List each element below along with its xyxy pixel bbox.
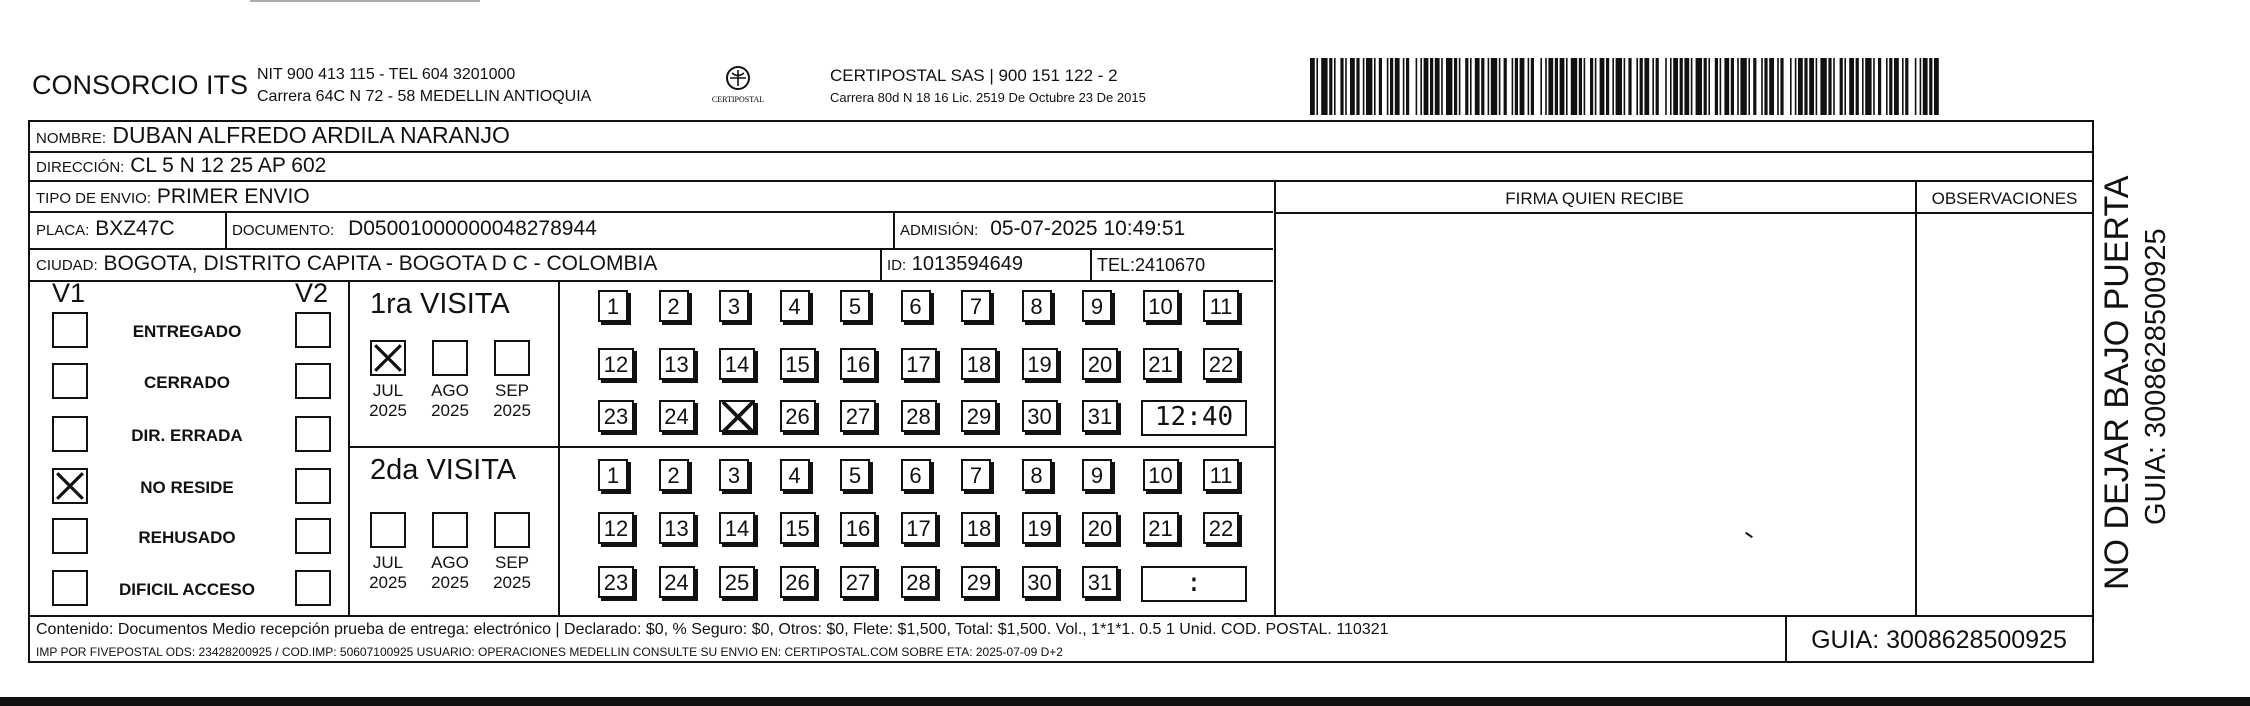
stray-mark xyxy=(1745,532,1753,538)
barcode-bar xyxy=(1691,58,1693,115)
direccion-row xyxy=(36,155,326,176)
day-box[interactable]: 23 xyxy=(598,400,634,432)
month-label: SEP xyxy=(494,381,530,400)
barcode-bar xyxy=(1920,58,1922,115)
day-box[interactable]: 2 xyxy=(659,459,689,491)
day-box[interactable]: 15 xyxy=(780,348,816,380)
footer-imp: IMP POR FIVEPOSTAL ODS: 23428200925 / COD.IMP: 50607100925 USUARIO: OPERACIONES MEDELLIN CONSULTE SU ENVIO EN: CERTIPOSTAL.COM SOBRE ETA: 2025-07-09 D+2 xyxy=(36,645,1063,659)
placa-value: BXZ47C xyxy=(95,217,175,240)
barcode-bar xyxy=(1889,58,1892,115)
id-label: ID: xyxy=(887,257,907,274)
day-box[interactable]: 30 xyxy=(1022,566,1058,598)
month-label: SEP xyxy=(494,553,530,572)
year-label: 2025 xyxy=(369,401,407,420)
checked-x-icon xyxy=(719,398,757,444)
day-box[interactable]: 11 xyxy=(1203,459,1239,491)
day-box[interactable]: 22 xyxy=(1203,512,1239,544)
barcode-bar xyxy=(1531,58,1534,115)
barcode-bar xyxy=(1528,58,1530,115)
day-box[interactable]: 26 xyxy=(780,400,816,432)
barcode-bar xyxy=(1856,58,1859,115)
month-checkbox[interactable] xyxy=(494,512,530,548)
side-warning: NO DEJAR BAJO PUERTA xyxy=(2098,175,2136,590)
barcode-bar xyxy=(1595,58,1597,115)
barcode-bar xyxy=(1600,58,1605,115)
barcode-bar xyxy=(1366,58,1372,115)
tipo-label: TIPO DE ENVIO: xyxy=(36,190,152,207)
barcode-bar xyxy=(1844,58,1846,115)
barcode-bar xyxy=(1673,58,1678,115)
barcode-bar xyxy=(1420,58,1422,115)
day-box[interactable]: 27 xyxy=(840,566,876,598)
day-box[interactable]: 25 xyxy=(719,566,755,598)
status-label: DIR. ERRADA xyxy=(131,426,243,445)
day-box[interactable]: 5 xyxy=(840,290,870,322)
footer-guia: GUIA: 3008628500925 xyxy=(1811,626,2067,654)
barcode-bar xyxy=(1777,58,1779,115)
day-box[interactable]: 6 xyxy=(901,459,931,491)
barcode-bar xyxy=(1403,58,1405,115)
tel-value: 2410670 xyxy=(1135,255,1206,275)
day-box[interactable]: 20 xyxy=(1082,348,1118,380)
day-box[interactable]: 1 xyxy=(598,459,628,491)
day-box[interactable]: 10 xyxy=(1143,459,1179,491)
barcode-bar xyxy=(1644,58,1649,115)
side-guia: GUIA: 3008628500925 xyxy=(2140,228,2172,525)
barcode-bar xyxy=(1798,58,1803,115)
v2-label: V2 xyxy=(295,278,329,308)
barcode-bar xyxy=(1929,58,1932,115)
barcode-bar xyxy=(1820,58,1826,115)
month-label: JUL xyxy=(372,553,404,572)
barcode-bar xyxy=(1865,58,1871,115)
day-box[interactable]: 11 xyxy=(1203,290,1239,322)
barcode-bar xyxy=(1340,58,1343,115)
day-box[interactable]: 14 xyxy=(719,348,755,380)
day-box[interactable]: 1 xyxy=(598,290,628,322)
barcode-bar xyxy=(1624,58,1626,115)
month-label: JUL xyxy=(372,381,404,400)
month-checkbox[interactable] xyxy=(432,512,468,548)
barcode-bar xyxy=(1656,58,1659,115)
v1-checkbox[interactable] xyxy=(52,518,88,554)
barcode-bar xyxy=(1363,58,1365,115)
barcode-bar xyxy=(1790,58,1792,115)
barcode-bar xyxy=(1329,58,1332,115)
status-label: ENTREGADO xyxy=(132,322,242,341)
day-box[interactable]: 2 xyxy=(659,290,689,322)
barcode-bar xyxy=(1515,58,1518,115)
barcode-bar xyxy=(1902,58,1904,115)
tipo-value: PRIMER ENVIO xyxy=(156,185,310,208)
day-box[interactable]: 5 xyxy=(840,459,870,491)
ciudad-label: CIUDAD: xyxy=(36,257,98,274)
day-box[interactable]: 31 xyxy=(1082,400,1118,432)
v1-checkbox[interactable] xyxy=(52,363,88,399)
barcode-bar xyxy=(1560,58,1565,115)
barcode-bar xyxy=(1761,58,1763,115)
barcode-bar xyxy=(1435,58,1440,115)
year-label: 2025 xyxy=(493,401,531,420)
barcode-bar xyxy=(1579,58,1582,115)
barcode-bar xyxy=(1475,58,1480,115)
barcode-bar xyxy=(1915,58,1917,115)
second-visit-title: 2da VISITA xyxy=(370,454,517,486)
day-box[interactable]: 24 xyxy=(659,400,695,432)
day-box[interactable]: 18 xyxy=(961,348,997,380)
barcode-bar xyxy=(1628,58,1631,115)
v1-checkbox[interactable] xyxy=(52,312,88,348)
svg-text:CERTIPOSTAL: CERTIPOSTAL xyxy=(711,95,765,104)
barcode-bar xyxy=(1878,58,1881,115)
barcode-bar xyxy=(1816,58,1818,115)
day-box[interactable]: 27 xyxy=(840,400,876,432)
barcode-bar xyxy=(1740,58,1746,115)
day-box[interactable]: 14 xyxy=(719,512,755,544)
barcode-bar xyxy=(1424,58,1429,115)
barcode-bar xyxy=(1446,58,1452,115)
company-nit: NIT 900 413 115 - TEL 604 3201000 xyxy=(257,66,516,83)
documento-row xyxy=(232,218,597,239)
month-checkbox[interactable] xyxy=(370,512,406,548)
ciudad-row xyxy=(36,253,657,274)
barcode-bar xyxy=(1584,58,1586,115)
nombre-value: DUBAN ALFREDO ARDILA NARANJO xyxy=(112,122,510,148)
barcode-bar xyxy=(1934,58,1939,115)
day-box[interactable]: 7 xyxy=(961,459,991,491)
day-box[interactable]: 21 xyxy=(1143,348,1179,380)
barcode-bar xyxy=(1708,58,1710,115)
time-box[interactable]: : xyxy=(1141,566,1247,602)
barcode-bar xyxy=(1545,58,1547,115)
v2-checkbox[interactable] xyxy=(295,518,331,554)
barcode-bar xyxy=(1566,58,1568,115)
barcode-bar xyxy=(1804,58,1807,115)
id-row xyxy=(887,254,1023,274)
barcode-bar xyxy=(1606,58,1609,115)
day-box[interactable]: 10 xyxy=(1143,290,1179,322)
direccion-label: DIRECCIÓN: xyxy=(36,159,125,176)
checked-x-icon xyxy=(54,470,86,507)
barcode-bar xyxy=(1441,58,1443,115)
day-box[interactable]: 4 xyxy=(780,459,810,491)
barcode xyxy=(1310,58,1940,115)
barcode-bar xyxy=(1459,58,1461,115)
barcode-bar xyxy=(1724,58,1729,115)
nombre-row xyxy=(36,124,510,147)
barcode-bar xyxy=(1504,58,1507,115)
admision-value: 05-07-2025 10:49:51 xyxy=(990,217,1186,240)
barcode-bar xyxy=(1795,58,1797,115)
barcode-bar xyxy=(1316,58,1318,115)
courier-address: Carrera 80d N 18 16 Lic. 2519 De Octubre 23 De 2015 xyxy=(830,90,1146,105)
barcode-bar xyxy=(1345,58,1347,115)
admision-row xyxy=(900,218,1185,239)
tipo-row xyxy=(36,186,310,207)
day-box[interactable]: 26 xyxy=(780,566,816,598)
status-label: NO RESIDE xyxy=(140,478,234,497)
day-box[interactable]: 6 xyxy=(901,290,931,322)
day-box[interactable]: 19 xyxy=(1022,348,1058,380)
barcode-bar xyxy=(1512,58,1514,115)
ciudad-value: BOGOTA, DISTRITO CAPITA - BOGOTA D C - COLOMBIA xyxy=(103,252,658,275)
barcode-bar xyxy=(1886,58,1888,115)
month-checkbox[interactable] xyxy=(370,340,406,376)
v1-checkbox[interactable] xyxy=(52,416,88,452)
day-box[interactable]: 13 xyxy=(659,512,695,544)
barcode-bar xyxy=(1540,58,1542,115)
year-label: 2025 xyxy=(493,573,531,592)
day-box[interactable]: 7 xyxy=(961,290,991,322)
barcode-bar xyxy=(1321,58,1327,115)
barcode-bar xyxy=(1873,58,1875,115)
day-box[interactable]: 19 xyxy=(1022,512,1058,544)
courier-name: CERTIPOSTAL SAS | 900 151 122 - 2 xyxy=(830,66,1118,85)
company-name: CONSORCIO ITS xyxy=(32,70,249,100)
year-label: 2025 xyxy=(431,573,469,592)
nombre-label: NOMBRE: xyxy=(36,130,107,147)
barcode-bar xyxy=(1670,58,1672,115)
barcode-bar xyxy=(1748,58,1750,115)
firma-label: FIRMA QUIEN RECIBE xyxy=(1505,189,1684,208)
day-box[interactable]: 17 xyxy=(901,348,937,380)
v2-checkbox[interactable] xyxy=(295,468,331,504)
barcode-bar xyxy=(1548,58,1553,115)
day-box[interactable]: 15 xyxy=(780,512,816,544)
barcode-bar xyxy=(1416,58,1418,115)
barcode-bar xyxy=(1491,58,1497,115)
status-label: REHUSADO xyxy=(138,528,236,547)
barcode-bar xyxy=(1923,58,1928,115)
barcode-bar xyxy=(1590,58,1593,115)
footer-contenido: Contenido: Documentos Medio recepción prueba de entrega: electrónico | Declarado: $0, % Seguro: $0, Otros: $0, Flete: $1,500, Total: $1,500. Vol., 1*1*1. 0.5 1 Unid. COD. POSTAL. 110321 xyxy=(36,621,1389,638)
barcode-bar xyxy=(1894,58,1899,115)
scan-artifact xyxy=(250,0,480,2)
day-box[interactable]: 13 xyxy=(659,348,695,380)
day-box[interactable]: 8 xyxy=(1022,290,1052,322)
status-label: DIFICIL ACCESO xyxy=(118,580,255,599)
month-checkbox[interactable] xyxy=(494,340,530,376)
v2-checkbox[interactable] xyxy=(295,312,331,348)
barcode-bar xyxy=(1390,58,1393,115)
day-box[interactable]: 17 xyxy=(901,512,937,544)
day-box[interactable]: 4 xyxy=(780,290,810,322)
day-box[interactable]: 9 xyxy=(1082,290,1112,322)
v2-checkbox[interactable] xyxy=(295,363,331,399)
barcode-bar xyxy=(1905,58,1908,115)
day-box[interactable]: 3 xyxy=(719,459,749,491)
day-box[interactable]: 29 xyxy=(961,400,997,432)
day-box[interactable]: 24 xyxy=(659,566,695,598)
direccion-value: CL 5 N 12 25 AP 602 xyxy=(130,154,327,177)
first-visit-title: 1ra VISITA xyxy=(370,288,510,320)
placa-label: PLACA: xyxy=(36,222,90,239)
observaciones-label: OBSERVACIONES xyxy=(1931,189,2078,208)
company-address: Carrera 64C N 72 - 58 MEDELLIN ANTIOQUIA xyxy=(257,88,592,105)
barcode-bar xyxy=(1310,58,1315,115)
day-box[interactable]: 18 xyxy=(961,512,997,544)
documento-value: D05001000000048278944 xyxy=(348,217,597,240)
barcode-bar xyxy=(1374,58,1376,115)
day-box[interactable]: 31 xyxy=(1082,566,1118,598)
barcode-bar xyxy=(1356,58,1359,115)
barcode-bar xyxy=(1862,58,1864,115)
barcode-bar xyxy=(1720,58,1722,115)
barcode-bar xyxy=(1395,58,1400,115)
barcode-bar xyxy=(1636,58,1638,115)
day-box[interactable]: 28 xyxy=(901,400,937,432)
barcode-bar xyxy=(1769,58,1774,115)
barcode-bar xyxy=(1640,58,1643,115)
v2-checkbox[interactable] xyxy=(295,416,331,452)
barcode-bar xyxy=(1828,58,1831,115)
barcode-bar xyxy=(1840,58,1843,115)
day-box[interactable]: 22 xyxy=(1203,348,1239,380)
barcode-bar xyxy=(1379,58,1382,115)
barcode-bar xyxy=(1715,58,1718,115)
barcode-bar xyxy=(1809,58,1814,115)
admision-label: ADMISIÓN: xyxy=(900,222,979,239)
year-label: 2025 xyxy=(431,401,469,420)
year-label: 2025 xyxy=(369,573,407,592)
barcode-bar xyxy=(1680,58,1683,115)
barcode-bar xyxy=(1684,58,1689,115)
barcode-bar xyxy=(1454,58,1457,115)
day-box[interactable]: 29 xyxy=(961,566,997,598)
day-box[interactable]: 16 xyxy=(840,512,876,544)
day-box[interactable]: 16 xyxy=(840,348,876,380)
barcode-bar xyxy=(1555,58,1558,115)
barcode-bar xyxy=(1612,58,1614,115)
v2-checkbox[interactable] xyxy=(295,570,331,606)
tel-row xyxy=(1097,256,1205,274)
barcode-bar xyxy=(1334,58,1336,115)
barcode-bar xyxy=(1780,58,1783,115)
barcode-bar xyxy=(1488,58,1490,115)
barcode-bar xyxy=(1470,58,1472,115)
barcode-bar xyxy=(1406,58,1409,115)
barcode-bar xyxy=(1499,58,1501,115)
barcode-bar xyxy=(1350,58,1355,115)
day-box[interactable]: 23 xyxy=(598,566,634,598)
barcode-bar xyxy=(1764,58,1767,115)
time-box[interactable]: 12:40 xyxy=(1141,400,1247,436)
placa-row xyxy=(36,218,175,239)
barcode-bar xyxy=(1520,58,1525,115)
barcode-bar xyxy=(1652,58,1654,115)
day-box[interactable]: 30 xyxy=(1022,400,1058,432)
barcode-bar xyxy=(1737,58,1739,115)
day-box[interactable]: 12 xyxy=(598,348,634,380)
documento-label: DOCUMENTO: xyxy=(232,222,335,239)
day-box[interactable]: 3 xyxy=(719,290,749,322)
checked-x-icon xyxy=(372,342,404,379)
barcode-bar xyxy=(1571,58,1577,115)
v1-label: V1 xyxy=(52,278,86,308)
barcode-bar xyxy=(1704,58,1707,115)
barcode-bar xyxy=(1696,58,1702,115)
day-box[interactable]: 9 xyxy=(1082,459,1112,491)
status-label: CERRADO xyxy=(144,373,230,392)
day-box[interactable]: 8 xyxy=(1022,459,1052,491)
barcode-bar xyxy=(1387,58,1389,115)
barcode-bar xyxy=(1849,58,1854,115)
day-box[interactable]: 12 xyxy=(598,512,634,544)
day-box[interactable]: 21 xyxy=(1143,512,1179,544)
day-box[interactable]: 28 xyxy=(901,566,937,598)
barcode-bar xyxy=(1481,58,1484,115)
barcode-bar xyxy=(1665,58,1667,115)
barcode-bar xyxy=(1616,58,1622,115)
v1-checkbox[interactable] xyxy=(52,570,88,606)
certipostal-logo xyxy=(708,62,768,110)
barcode-bar xyxy=(1430,58,1433,115)
v1-checkbox[interactable] xyxy=(52,468,88,504)
barcode-bar xyxy=(1753,58,1756,115)
tel-label: TEL: xyxy=(1097,255,1136,275)
id-value: 1013594649 xyxy=(911,253,1023,275)
month-checkbox[interactable] xyxy=(432,340,468,376)
bottom-border xyxy=(0,697,2250,706)
month-label: AGO xyxy=(431,553,469,572)
day-box[interactable] xyxy=(719,400,755,432)
month-label: AGO xyxy=(431,381,469,400)
barcode-bar xyxy=(1833,58,1835,115)
day-box[interactable]: 20 xyxy=(1082,512,1118,544)
barcode-bar xyxy=(1731,58,1734,115)
barcode-bar xyxy=(1465,58,1468,115)
